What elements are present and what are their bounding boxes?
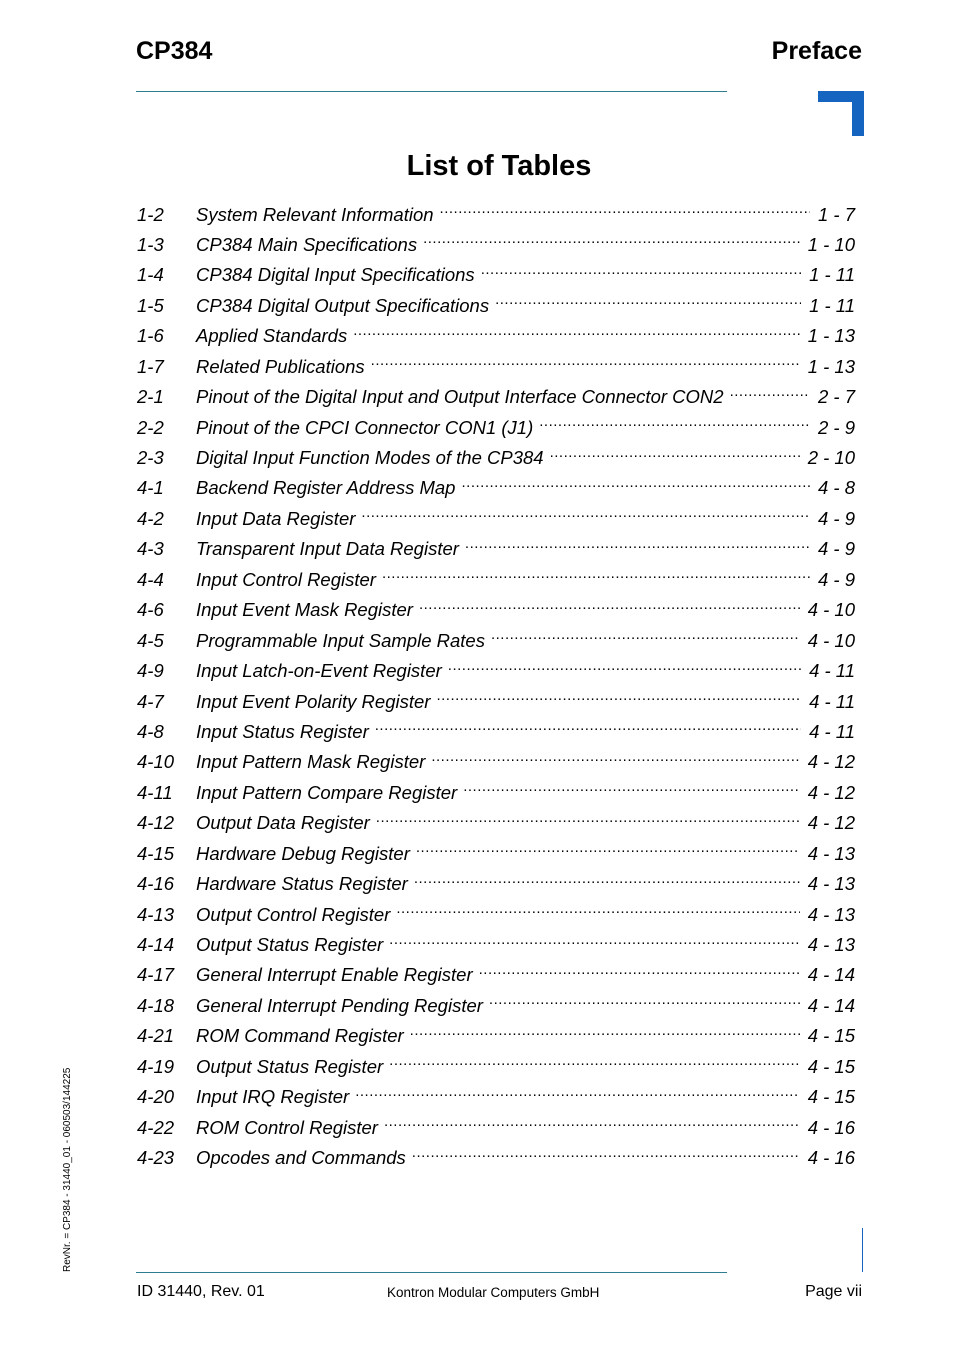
toc-entry[interactable]: [137, 232, 855, 262]
toc-entry-number: 4-3: [137, 538, 164, 560]
toc-leader-dots: [410, 1024, 800, 1043]
toc-entry-title: Hardware Debug Register: [196, 842, 410, 864]
toc-leader-dots: [382, 567, 810, 586]
toc-entry[interactable]: [137, 293, 855, 323]
toc-entry-title: Input Event Polarity Register: [196, 690, 431, 712]
toc-entry-number: 4-17: [137, 964, 175, 986]
toc-entry-title: Pinout of the CPCI Connector CON1 (J1): [196, 416, 534, 438]
toc-entry-number: 4-12: [137, 812, 175, 834]
toc-entry[interactable]: [137, 750, 855, 780]
toc-entry-page: 4 - 16: [807, 1116, 855, 1138]
toc-entry[interactable]: [137, 446, 855, 476]
toc-entry-number: 4-1: [137, 477, 164, 499]
toc-entry-title: Opcodes and Commands: [196, 1147, 406, 1169]
toc-entry-title: Backend Register Address Map: [196, 477, 456, 499]
toc-leader-dots: [416, 841, 800, 860]
toc-entry-number: 4-5: [137, 629, 164, 651]
toc-entry[interactable]: [137, 506, 855, 536]
toc-leader-dots: [355, 1085, 799, 1104]
toc-entry-page: 2 - 7: [817, 386, 855, 408]
toc-entry-number: 1-7: [137, 355, 164, 377]
toc-entry[interactable]: [137, 1115, 855, 1145]
toc-entry-title: Related Publications: [196, 355, 365, 377]
toc-entry-page: 4 - 15: [807, 1055, 855, 1077]
toc-entry-number: 4-23: [137, 1147, 175, 1169]
toc-entry-number: 4-6: [137, 599, 164, 621]
toc-entry-title: General Interrupt Enable Register: [196, 964, 473, 986]
toc-entry-title: Hardware Status Register: [196, 873, 408, 895]
toc-entry-title: Output Status Register: [196, 934, 384, 955]
toc-entry-title: General Interrupt Pending Register: [196, 994, 483, 1016]
toc-entry-title: Input Status Register: [196, 720, 369, 742]
toc-entry[interactable]: [137, 598, 855, 628]
toc-entry[interactable]: [137, 354, 855, 384]
toc-leader-dots: [539, 415, 810, 434]
toc-entry-number: 1-6: [137, 325, 164, 347]
toc-entry-number: 4-19: [137, 1055, 175, 1077]
toc-entry-title: Input Pattern Mask Register: [196, 751, 426, 773]
toc-entry[interactable]: [137, 1024, 855, 1054]
toc-entry-title: Input Control Register: [196, 568, 376, 590]
toc-leader-dots: [431, 750, 799, 769]
toc-entry-page: 4 - 13: [807, 842, 855, 864]
toc-entry[interactable]: [137, 993, 855, 1023]
toc-leader-dots: [371, 354, 800, 373]
toc-entry-number: 4-22: [137, 1116, 175, 1138]
toc-entry-page: 4 - 11: [809, 660, 855, 682]
toc-entry[interactable]: [137, 841, 855, 871]
toc-entry-page: 4 - 14: [807, 994, 855, 1016]
toc-entry-page: 4 - 9: [817, 538, 855, 560]
toc-entry-page: 4 - 8: [817, 477, 855, 499]
toc-entry-page: 4 - 12: [807, 812, 855, 834]
toc-entry[interactable]: [137, 963, 855, 993]
toc-entry-title: Output Control Register: [196, 903, 391, 925]
toc-entry-number: 4-14: [137, 934, 175, 955]
toc-leader-dots: [353, 324, 799, 343]
toc-entry-number: 2-1: [137, 386, 164, 408]
toc-entry[interactable]: [137, 1146, 855, 1176]
footer-company: Kontron Modular Computers GmbH: [387, 1285, 600, 1300]
toc-leader-dots: [361, 506, 810, 525]
toc-entry-number: 4-18: [137, 994, 175, 1016]
toc-entry-page: 4 - 12: [807, 751, 855, 773]
toc-entry[interactable]: [137, 902, 855, 932]
toc-leader-dots: [414, 872, 800, 891]
toc-entry-page: 4 - 13: [807, 873, 855, 895]
toc-entry-page: 4 - 12: [807, 781, 855, 803]
toc-entry-page: 1 - 7: [817, 203, 855, 225]
toc-entry-page: 4 - 9: [817, 507, 855, 529]
toc-entry-title: CP384 Digital Input Specifications: [196, 264, 475, 286]
toc-leader-dots: [436, 689, 801, 708]
toc-entry-page: 2 - 10: [807, 447, 855, 468]
toc-entry-number: 4-2: [137, 507, 164, 529]
table-list: [137, 202, 855, 1176]
toc-leader-dots: [419, 598, 800, 617]
page-title: List of Tables: [406, 150, 592, 182]
toc-entry-title: CP384 Digital Output Specifications: [196, 294, 490, 316]
toc-entry-title: Output Data Register: [196, 812, 370, 834]
toc-entry-title: CP384 Main Specifications: [196, 233, 418, 255]
header-rule: [136, 91, 727, 92]
toc-entry-page: 4 - 13: [807, 934, 855, 955]
toc-entry-page: 4 - 9: [817, 568, 855, 590]
toc-entry-page: 4 - 16: [807, 1147, 855, 1169]
toc-leader-dots: [550, 446, 800, 465]
toc-entry-title: Pinout of the Digital Input and Output Interface Connector CON2: [196, 386, 724, 408]
toc-entry-page: 4 - 15: [807, 1025, 855, 1047]
revision-note: RevNr. = CP384 - 31440_01 - 060503/144225: [62, 1067, 73, 1272]
toc-leader-dots: [448, 659, 801, 678]
toc-entry[interactable]: [137, 811, 855, 841]
toc-entry[interactable]: [137, 567, 855, 597]
toc-entry-number: 4-20: [137, 1086, 175, 1108]
toc-entry-number: 4-21: [137, 1025, 175, 1047]
toc-leader-dots: [489, 993, 800, 1012]
toc-entry-page: 4 - 14: [807, 964, 855, 986]
toc-entry-number: 1-4: [137, 264, 164, 286]
header-section: Preface: [771, 37, 862, 65]
toc-entry-page: 4 - 13: [807, 903, 855, 925]
toc-entry[interactable]: [137, 1054, 855, 1084]
toc-leader-dots: [375, 719, 801, 738]
toc-entry-title: ROM Control Register: [196, 1116, 378, 1138]
toc-entry-number: 4-10: [137, 751, 175, 773]
toc-entry-number: 1-5: [137, 294, 164, 316]
toc-leader-dots: [389, 1054, 800, 1073]
toc-entry-number: 2-3: [137, 447, 164, 468]
toc-leader-dots: [461, 476, 809, 495]
toc-entry[interactable]: [137, 689, 855, 719]
toc-entry-page: 2 - 9: [817, 416, 855, 438]
footer-page-number: Page vii: [805, 1283, 862, 1300]
toc-entry-number: 2-2: [137, 416, 164, 438]
toc-entry-title: Applied Standards: [196, 325, 348, 347]
toc-entry-number: 4-4: [137, 568, 164, 590]
toc-entry-number: 4-13: [137, 903, 175, 925]
corner-mark-top: [818, 91, 864, 136]
toc-entry-page: 1 - 11: [809, 294, 855, 316]
toc-entry-number: 4-8: [137, 720, 164, 742]
corner-mark-bottom: [862, 1228, 863, 1272]
toc-leader-dots: [440, 202, 810, 221]
toc-entry-page: 1 - 13: [807, 355, 855, 377]
toc-entry-page: 4 - 10: [807, 629, 855, 651]
toc-entry-title: Input Pattern Compare Register: [196, 781, 458, 803]
toc-entry[interactable]: [137, 872, 855, 902]
toc-entry-number: 1-3: [137, 233, 164, 255]
toc-leader-dots: [479, 963, 800, 982]
toc-entry[interactable]: [137, 780, 855, 810]
toc-entry[interactable]: [137, 324, 855, 354]
toc-leader-dots: [384, 1115, 800, 1134]
toc-entry[interactable]: [137, 415, 855, 445]
toc-entry-title: Input Latch-on-Event Register: [196, 660, 442, 682]
toc-entry[interactable]: [137, 719, 855, 749]
toc-entry[interactable]: [137, 1085, 855, 1115]
toc-entry[interactable]: [137, 263, 855, 293]
toc-entry[interactable]: [137, 202, 855, 232]
toc-entry-title: Input IRQ Register: [196, 1086, 350, 1108]
toc-leader-dots: [481, 263, 801, 282]
toc-entry-title: System Relevant Information: [196, 203, 434, 225]
toc-leader-dots: [396, 902, 799, 921]
toc-entry-title: Digital Input Function Modes of the CP384: [196, 447, 544, 468]
toc-leader-dots: [389, 933, 800, 952]
toc-entry-page: 4 - 10: [807, 599, 855, 621]
toc-entry[interactable]: [137, 476, 855, 506]
toc-entry-title: ROM Command Register: [196, 1025, 404, 1047]
toc-entry-page: 1 - 13: [807, 325, 855, 347]
toc-entry-title: Input Event Mask Register: [196, 599, 413, 621]
toc-leader-dots: [423, 232, 800, 251]
toc-entry-number: 4-16: [137, 873, 175, 895]
toc-entry-page: 4 - 15: [807, 1086, 855, 1108]
header-product: CP384: [136, 37, 213, 65]
toc-entry-title: Output Status Register: [196, 1055, 384, 1077]
toc-entry-number: 4-15: [137, 842, 175, 864]
toc-leader-dots: [463, 780, 800, 799]
toc-entry-title: Transparent Input Data Register: [196, 538, 459, 560]
toc-entry-number: 4-9: [137, 660, 164, 682]
toc-leader-dots: [465, 537, 810, 556]
toc-entry-number: 4-7: [137, 690, 164, 712]
toc-leader-dots: [495, 293, 801, 312]
toc-leader-dots: [491, 628, 800, 647]
toc-entry-page: 4 - 11: [809, 720, 855, 742]
toc-entry[interactable]: [137, 628, 855, 658]
toc-leader-dots: [412, 1146, 800, 1165]
toc-entry-page: 4 - 11: [809, 690, 855, 712]
toc-leader-dots: [730, 385, 810, 404]
toc-entry[interactable]: [137, 933, 855, 963]
toc-entry[interactable]: [137, 385, 855, 415]
toc-entry-number: 1-2: [137, 203, 164, 225]
toc-leader-dots: [376, 811, 800, 830]
toc-entry[interactable]: [137, 659, 855, 689]
toc-entry-page: 1 - 10: [807, 233, 855, 255]
toc-entry-page: 1 - 11: [809, 264, 855, 286]
footer-doc-id: ID 31440, Rev. 01: [137, 1283, 265, 1300]
toc-entry-title: Input Data Register: [196, 507, 356, 529]
toc-entry-number: 4-11: [137, 781, 173, 803]
footer-rule: [136, 1272, 727, 1273]
toc-entry[interactable]: [137, 537, 855, 567]
toc-entry-title: Programmable Input Sample Rates: [196, 629, 485, 651]
